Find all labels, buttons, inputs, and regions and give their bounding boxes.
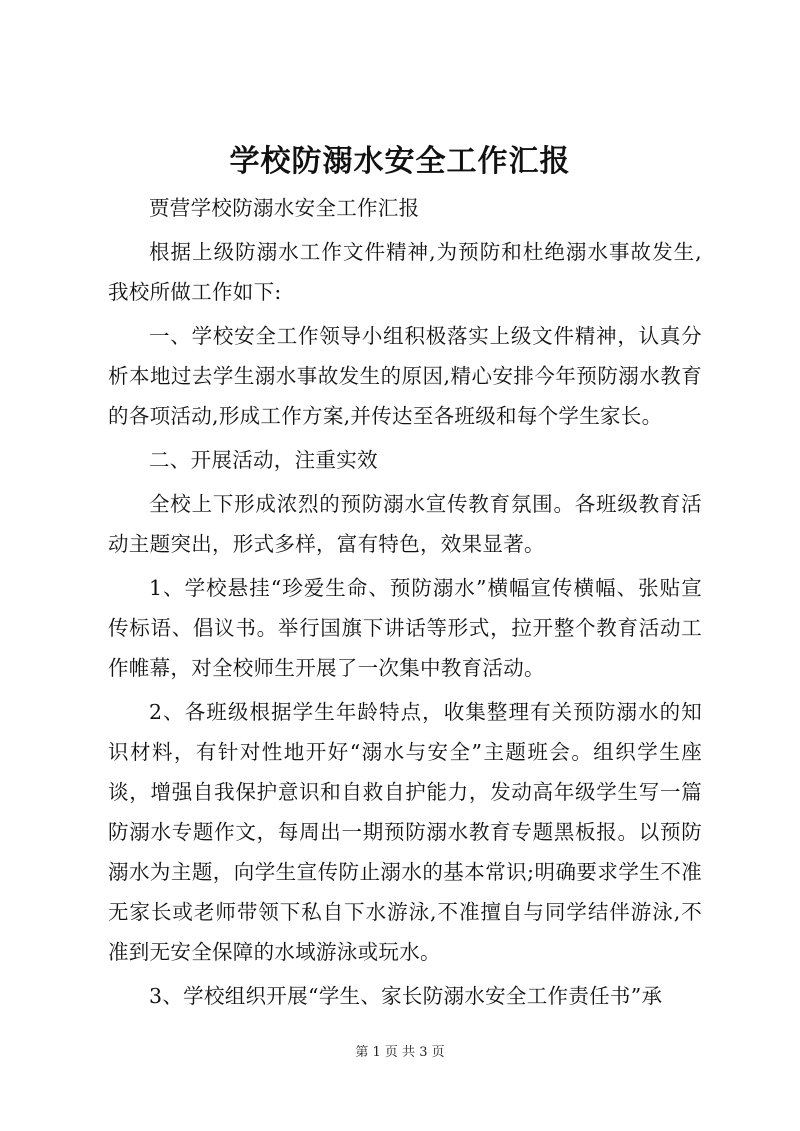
paragraph-atmosphere: 全校上下形成浓烈的预防溺水宣传教育氛围。各班级教育活动主题突出，形式多样，富有特色，效果显著。 — [108, 492, 702, 556]
document-body — [108, 188, 702, 1020]
paragraph-subtitle: 贾营学校防溺水安全工作汇报 — [149, 196, 420, 220]
paragraph-item-1: 1、学校悬挂“珍爱生命、预防溺水”横幅宣传横幅、张贴宣传标语、倡议书。举行国旗下讲话等形式，拉开整个教育活动工作帷幕，对全校师生开展了一次集中教育活动。 — [108, 576, 702, 680]
paragraph-item-3: 3、学校组织开展“学生、家长防溺水安全工作责任书”承 — [149, 984, 663, 1008]
document-title: 学校防溺水安全工作汇报 — [229, 144, 571, 179]
paragraph-item-2: 2、各班级根据学生年龄特点，收集整理有关预防溺水的知识材料，有针对性地开好“溺水与安全”主题班会。组织学生座谈，增强自我保护意识和自救自护能力，发动高年级学生写一篇防溺水专题作文，每周出一期预防溺水教育专题黑板报。以预防溺水为主题，向学生宣传防止溺水的基本常识;明确要求学生不准无家长或老师带领下私自下水游泳,不准擅自与同学结伴游泳,不准到无安全保障的水域游泳或玩水。 — [108, 700, 702, 964]
paragraph-section-two-heading: 二、开展活动，注重实效 — [149, 448, 378, 472]
paragraph-intro: 根据上级防溺水工作文件精神,为预防和杜绝溺水事故发生,我校所做工作如下: — [108, 240, 702, 304]
page-number-footer: 第 1 页 共 3 页 — [355, 1045, 445, 1060]
paragraph-section-one: 一、学校安全工作领导小组积极落实上级文件精神，认真分析本地过去学生溺水事故发生的原因,精心安排今年预防溺水教育的各项活动,形成工作方案,并传达至各班级和每个学生家长。 — [108, 324, 702, 428]
